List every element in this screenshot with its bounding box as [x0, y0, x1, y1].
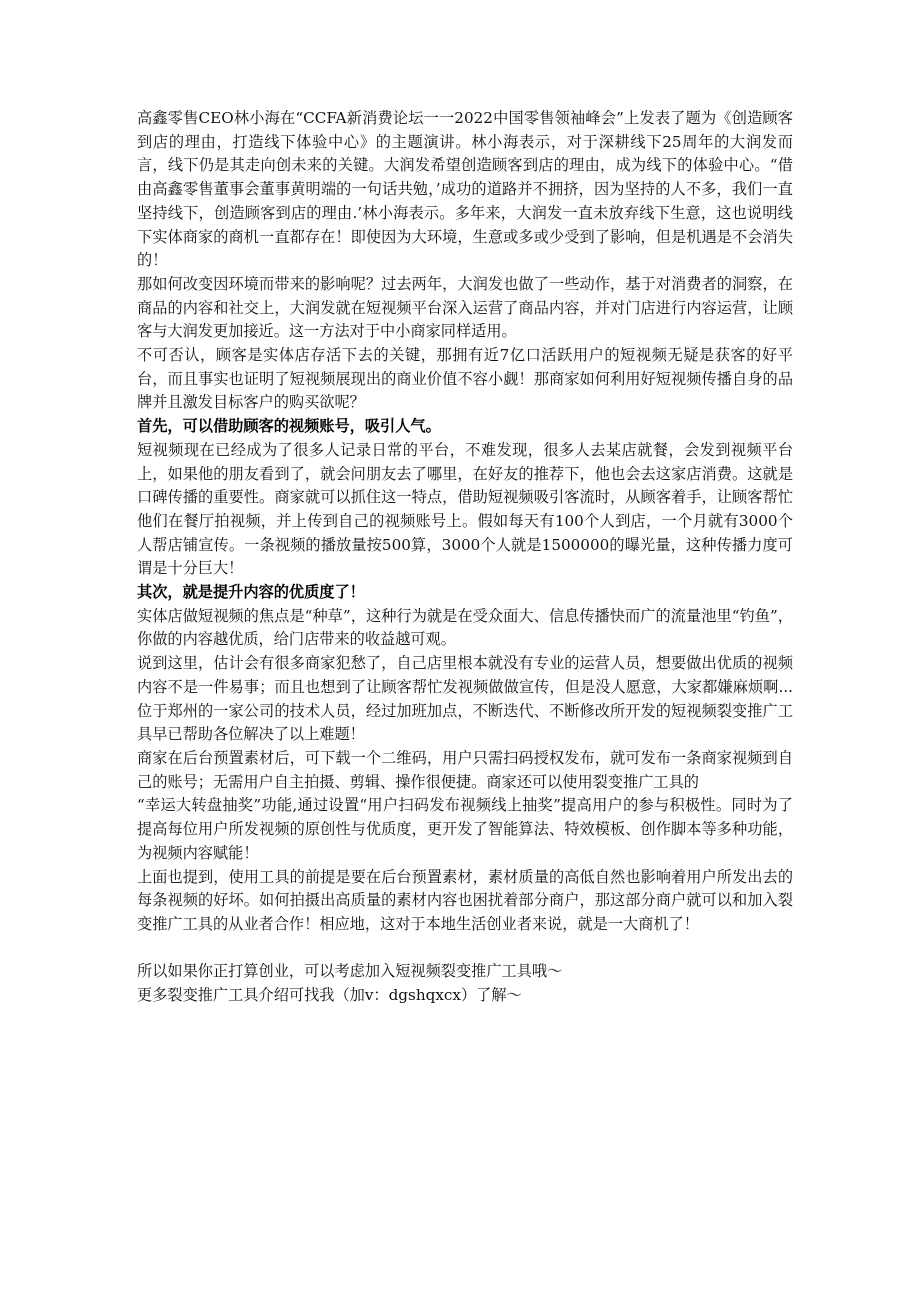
paragraph-change-impact: 那如何改变因环境而带来的影响呢？过去两年，大润发也做了一些动作，基于对消费者的洞察，在商品的内容和社交上，大润发就在短视频平台深入运营了商品内容，并对门店进行内容运营，让顾客与大润发更加接近。这一方法对于中小商家同样适用。: [137, 274, 793, 341]
paragraph-seeding: 实体店做短视频的焦点是“种草”，这种行为就是在受众面大、信息传播快而广的流量池里“钓鱼”，你做的内容越优质，给门店带来的收益越可观。: [137, 606, 793, 649]
paragraph-intro: 高鑫零售CEO林小海在“CCFA新消费论坛一一2022中国零售领袖峰会”上发表了题为《创造顾客到店的理由，打造线下体验中心》的主题演讲。林小海表示，对于深耕线下25周年的大润发而言，线下仍是其走向创未来的关键。大润发希望创造顾客到店的理由，成为线下的体验中心。“借由高鑫零售董事会董事黄明端的一句话共勉，’成功的道路并不拥挤，因为坚持的人不多，我们一直坚持线下，创造顾客到店的理由.’林小海表示。多年来，大润发一直未放弃线下生意，这也说明线下实体商家的商机一直都存在！即使因为大环境，生意或多或少受到了影响，但是机遇是不会消失的！: [137, 109, 793, 270]
paragraph-customers-key: 不可否认，顾客是实体店存活下去的关键，那拥有近7亿口活跃用户的短视频无疑是获客的好平台，而且事实也证明了短视频展现出的商业价值不容小觑！那商家如何利用好短视频传播自身的品牌并且激发目标客户的购买欲呢？: [137, 346, 793, 412]
paragraph-lucky-wheel: “幸运大转盘抽奖”功能,通过设置“用户扫码发布视频线上抽奖”提高用户的参与积极性。同时为了提高每位用户所发视频的原创性与优质度，更开发了智能算法、特效模板、创作脚本等多种功能，为视频内容赋能！: [137, 796, 793, 862]
paragraph-qr-code: 商家在后台预置素材后，可下载一个二维码，用户只需扫码授权发布，就可发布一条商家视频到自己的账号；无需用户自主拍摄、剪辑、操作很便捷。商家还可以使用裂变推广工具的: [137, 748, 793, 791]
heading-first: 首先，可以借助顾客的视频账号，吸引人气。: [137, 417, 441, 436]
blank-line: [137, 937, 793, 961]
paragraph-word-of-mouth: 短视频现在已经成为了很多人记录日常的平台，不难发现，很多人去某店就餐，会发到视频平台上，如果他的朋友看到了，就会问朋友去了哪里，在好友的推荐下，他也会去这家店消费。这就是口碑传播的重要性。商家就可以抓住这一特点，借助短视频吸引客流时，从顾客着手，让顾客帮忙他们在餐厅拍视频，并上传到自己的视频账号上。假如每天有100个人到店，一个月就有3000个人帮店铺宣传。一条视频的播放量按500算，3000个人就是1500000的曝光量，这种传播力度可谓是十分巨大！: [137, 440, 793, 578]
paragraph-problem-solved: 说到这里，估计会有很多商家犯愁了，自己店里根本就没有专业的运营人员，想要做出优质的视频内容不是一件易事；而且也想到了让顾客帮忙发视频做做宣传，但是没人愿意，大家都嫌麻烦啊...位于郑州的一家公司的技术人员，经过加班加点，不断迭代、不断修改所开发的短视频裂变推广工具早已帮助各位解决了以上难题！: [137, 654, 793, 744]
article-body: [137, 107, 793, 1008]
paragraph-materials: 上面也提到，使用工具的前提是要在后台预置素材，素材质量的高低自然也影响着用户所发出去的每条视频的好坏。如何拍摄出高质量的素材内容也困扰着部分商户，那这部分商户就可以和加入裂变推广工具的从业者合作！相应地，这对于本地生活创业者来说，就是一大商机了！: [137, 867, 793, 933]
paragraph-contact: 更多裂变推广工具介绍可找我（加v：dgshqxcx）了解～: [137, 986, 522, 1004]
heading-second: 其次，就是提升内容的优质度了！: [137, 583, 365, 602]
paragraph-call-to-action: 所以如果你正打算创业，可以考虑加入短视频裂变推广工具哦～: [137, 962, 563, 981]
